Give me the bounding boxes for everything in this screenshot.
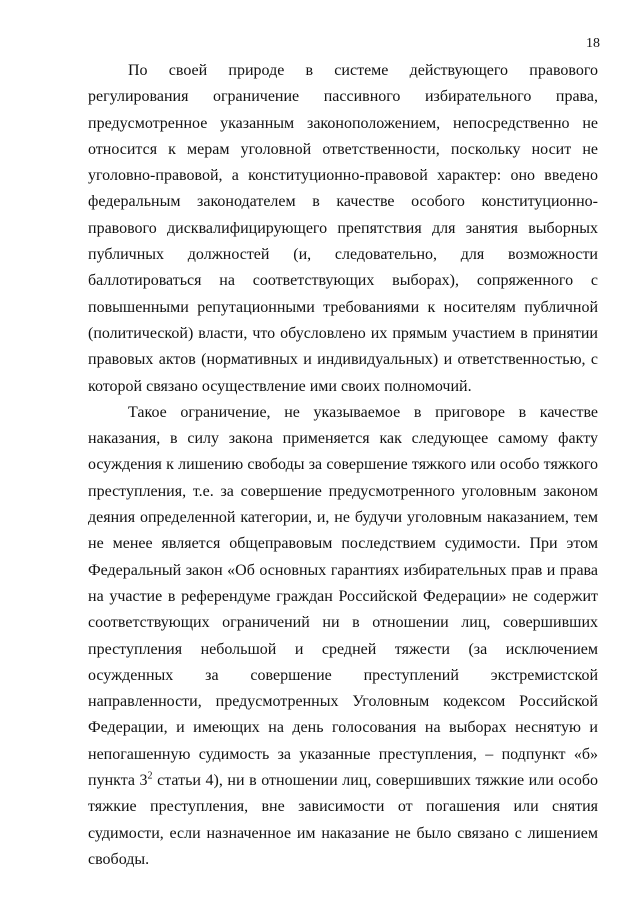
page-number: 18 <box>586 36 600 51</box>
paragraph-1: По своей природе в системе действующего правового регулирования ограничение пассивного избирательного права, предусмотренное указанным законоположением, непосредственно не относится к мерам уголовной ответственности, поскольку носит не уголовно-правовой, а конституционно-правовой характер: оно введено федеральным законодателем в качестве особого конституционно-правового дисквалифицирующего препятствия для занятия выборных публичных должностей (и, следовательно, для возможности баллотироваться на соответствующих выборах), сопряженного с повышенными репутационными требованиями к носителям публичной (политической) власти, что обусловлено их прямым участием в принятии правовых актов (нормативных и индивидуальных) и ответственностью, с которой связано осуществление ими своих полномочий. <box>88 62 598 395</box>
superscript-2: 2 <box>147 770 153 782</box>
paragraph-2 <box>88 400 598 873</box>
body-text <box>88 58 598 873</box>
paragraph-2-text-before-superscript: Такое ограничение, не указываемое в приговоре в качестве наказания, в силу закона применяется как следующее самому факту осуждения к лишению свободы за совершение тяжкого или особо тяжкого преступления, т.е. за совершение предусмотренного уголовным законом деяния определенной категории, и, не будучи уголовным наказанием, тем не менее является общеправовым последствием судимости. При этом Федеральный закон «Об основных гарантиях избирательных прав и права на участие в референдуме граждан Российской Федерации» не содержит соответствующих ограничений ни в отношении лиц, совершивших преступления небольшой и средней тяжести (за исключением осужденных за совершение преступлений экстремистской направленности, предусмотренных Уголовным кодексом Российской Федерации, и имеющих на день голосования на выборах неснятую и непогашенную судимость за указанные преступления, – подпункт «б» пункта 3 <box>88 403 598 790</box>
paragraph-2-text-after-superscript: статьи 4), ни в отношении лиц, совершивших тяжкие или особо тяжкие преступления, вне зависимости от погашения или снятия судимости, если назначенное им наказание не было связано с лишением свободы. <box>88 772 598 868</box>
